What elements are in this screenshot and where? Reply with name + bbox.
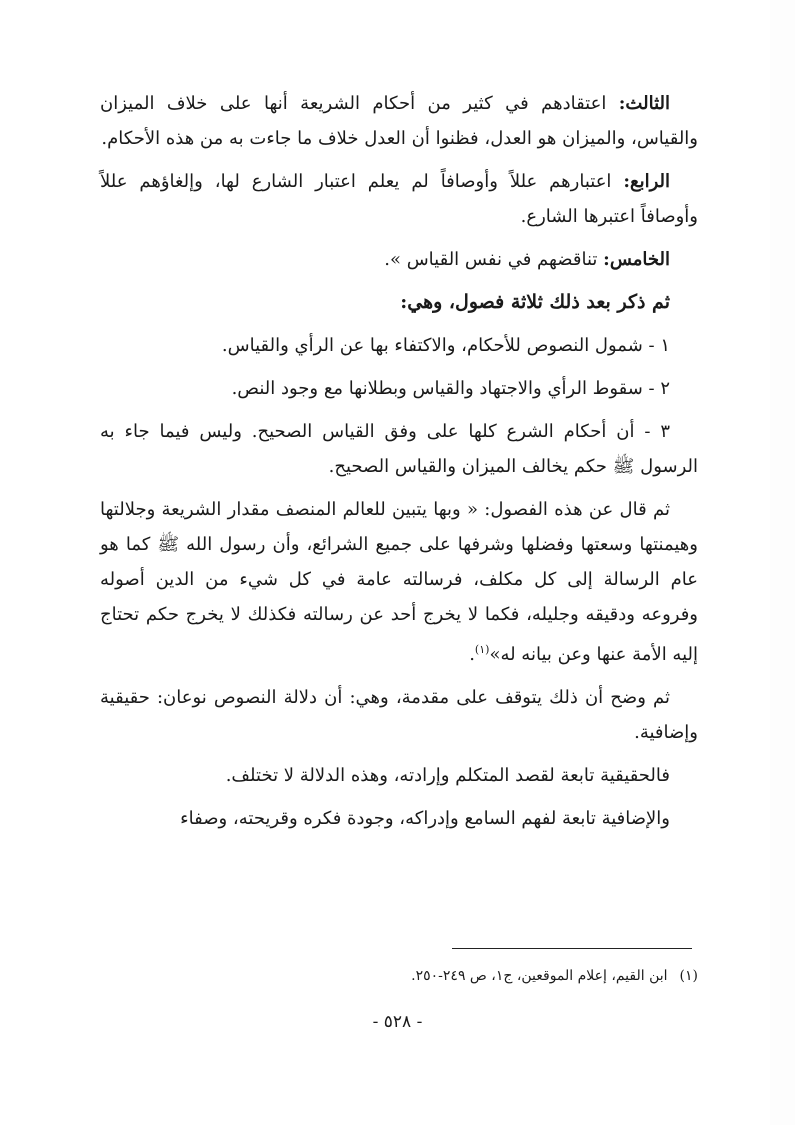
footnote bbox=[100, 968, 698, 984]
section-heading: ثم ذكر بعد ذلك ثلاثة فصول، وهي: bbox=[400, 291, 670, 313]
paragraph-fourth bbox=[100, 164, 698, 234]
list-item-1: ١ - شمول النصوص للأحكام، والاكتفاء بها عن الرأي والقياس. bbox=[221, 335, 670, 356]
paragraph-fifth bbox=[100, 242, 698, 277]
paragraph-lead: الرابع: bbox=[623, 171, 670, 192]
paragraph-body: اعتقادهم في كثير من أحكام الشريعة أنها على خلاف الميزان والقياس، والميزان هو العدل، فظنوا أن العدل خلاف ما جاءت به من هذه الأحكام. bbox=[100, 93, 698, 149]
paragraph-body: اعتبارهم عللاً وأوصافاً لم يعلم اعتبار الشارع لها، وإلغاؤهم عللاً وأوصافاً اعتبرها الشارع. bbox=[100, 171, 698, 227]
footnote-reference: (١) bbox=[474, 643, 490, 656]
paragraph-intro: ثم وضح أن ذلك يتوقف على مقدمة، وهي: أن دلالة النصوص نوعان: حقيقية وإضافية. bbox=[100, 687, 698, 743]
footnote-text: ابن القيم، إعلام الموقعين، ج١، ص ٢٤٩-٢٥٠. bbox=[411, 968, 668, 984]
paragraph-body: تناقضهم في نفس القياس ». bbox=[384, 249, 604, 270]
quote-paragraph bbox=[100, 492, 698, 672]
quote-text: ثم قال عن هذه الفصول: « وبها يتبين للعالم المنصف مقدار الشريعة وجلالتها وهيمنتها وسعتها وفضلها وشرفها على جميع الشرائع، وأن رسول الله ﷺ كما هو عام الرسالة إلى كل مكلف، فرسالته عامة في كل شيء من الدين أصوله وفروعه ودقيقه وجليله، فكما لا يخرج أحد عن رسالته فكذلك لا يخرج حكم تحتاج إليه الأمة عنها وعن بيانه له» bbox=[100, 499, 698, 665]
paragraph-lead: الثالث: bbox=[618, 93, 670, 114]
footnote-divider bbox=[452, 948, 692, 949]
paragraph-added: والإضافية تابعة لفهم السامع وإدراكه، وجودة فكره وقريحته، وصفاء bbox=[180, 808, 670, 829]
page-number: - ٥٢٨ - bbox=[372, 1012, 423, 1032]
paragraph-real: فالحقيقية تابعة لقصد المتكلم وإرادته، وهذه الدلالة لا تختلف. bbox=[225, 765, 670, 786]
list-item-2: ٢ - سقوط الرأي والاجتهاد والقياس وبطلانها مع وجود النص. bbox=[231, 378, 670, 399]
list-item-3: ٣ - أن أحكام الشرع كلها على وفق القياس الصحيح. وليس فيما جاء به الرسول ﷺ حكم يخالف الميزان والقياس الصحيح. bbox=[100, 421, 698, 477]
paragraph-third bbox=[100, 86, 698, 156]
quote-end: . bbox=[469, 644, 475, 665]
paragraph-lead: الخامس: bbox=[603, 249, 670, 270]
main-text bbox=[100, 86, 698, 844]
footnote-number: (١) bbox=[679, 968, 698, 984]
